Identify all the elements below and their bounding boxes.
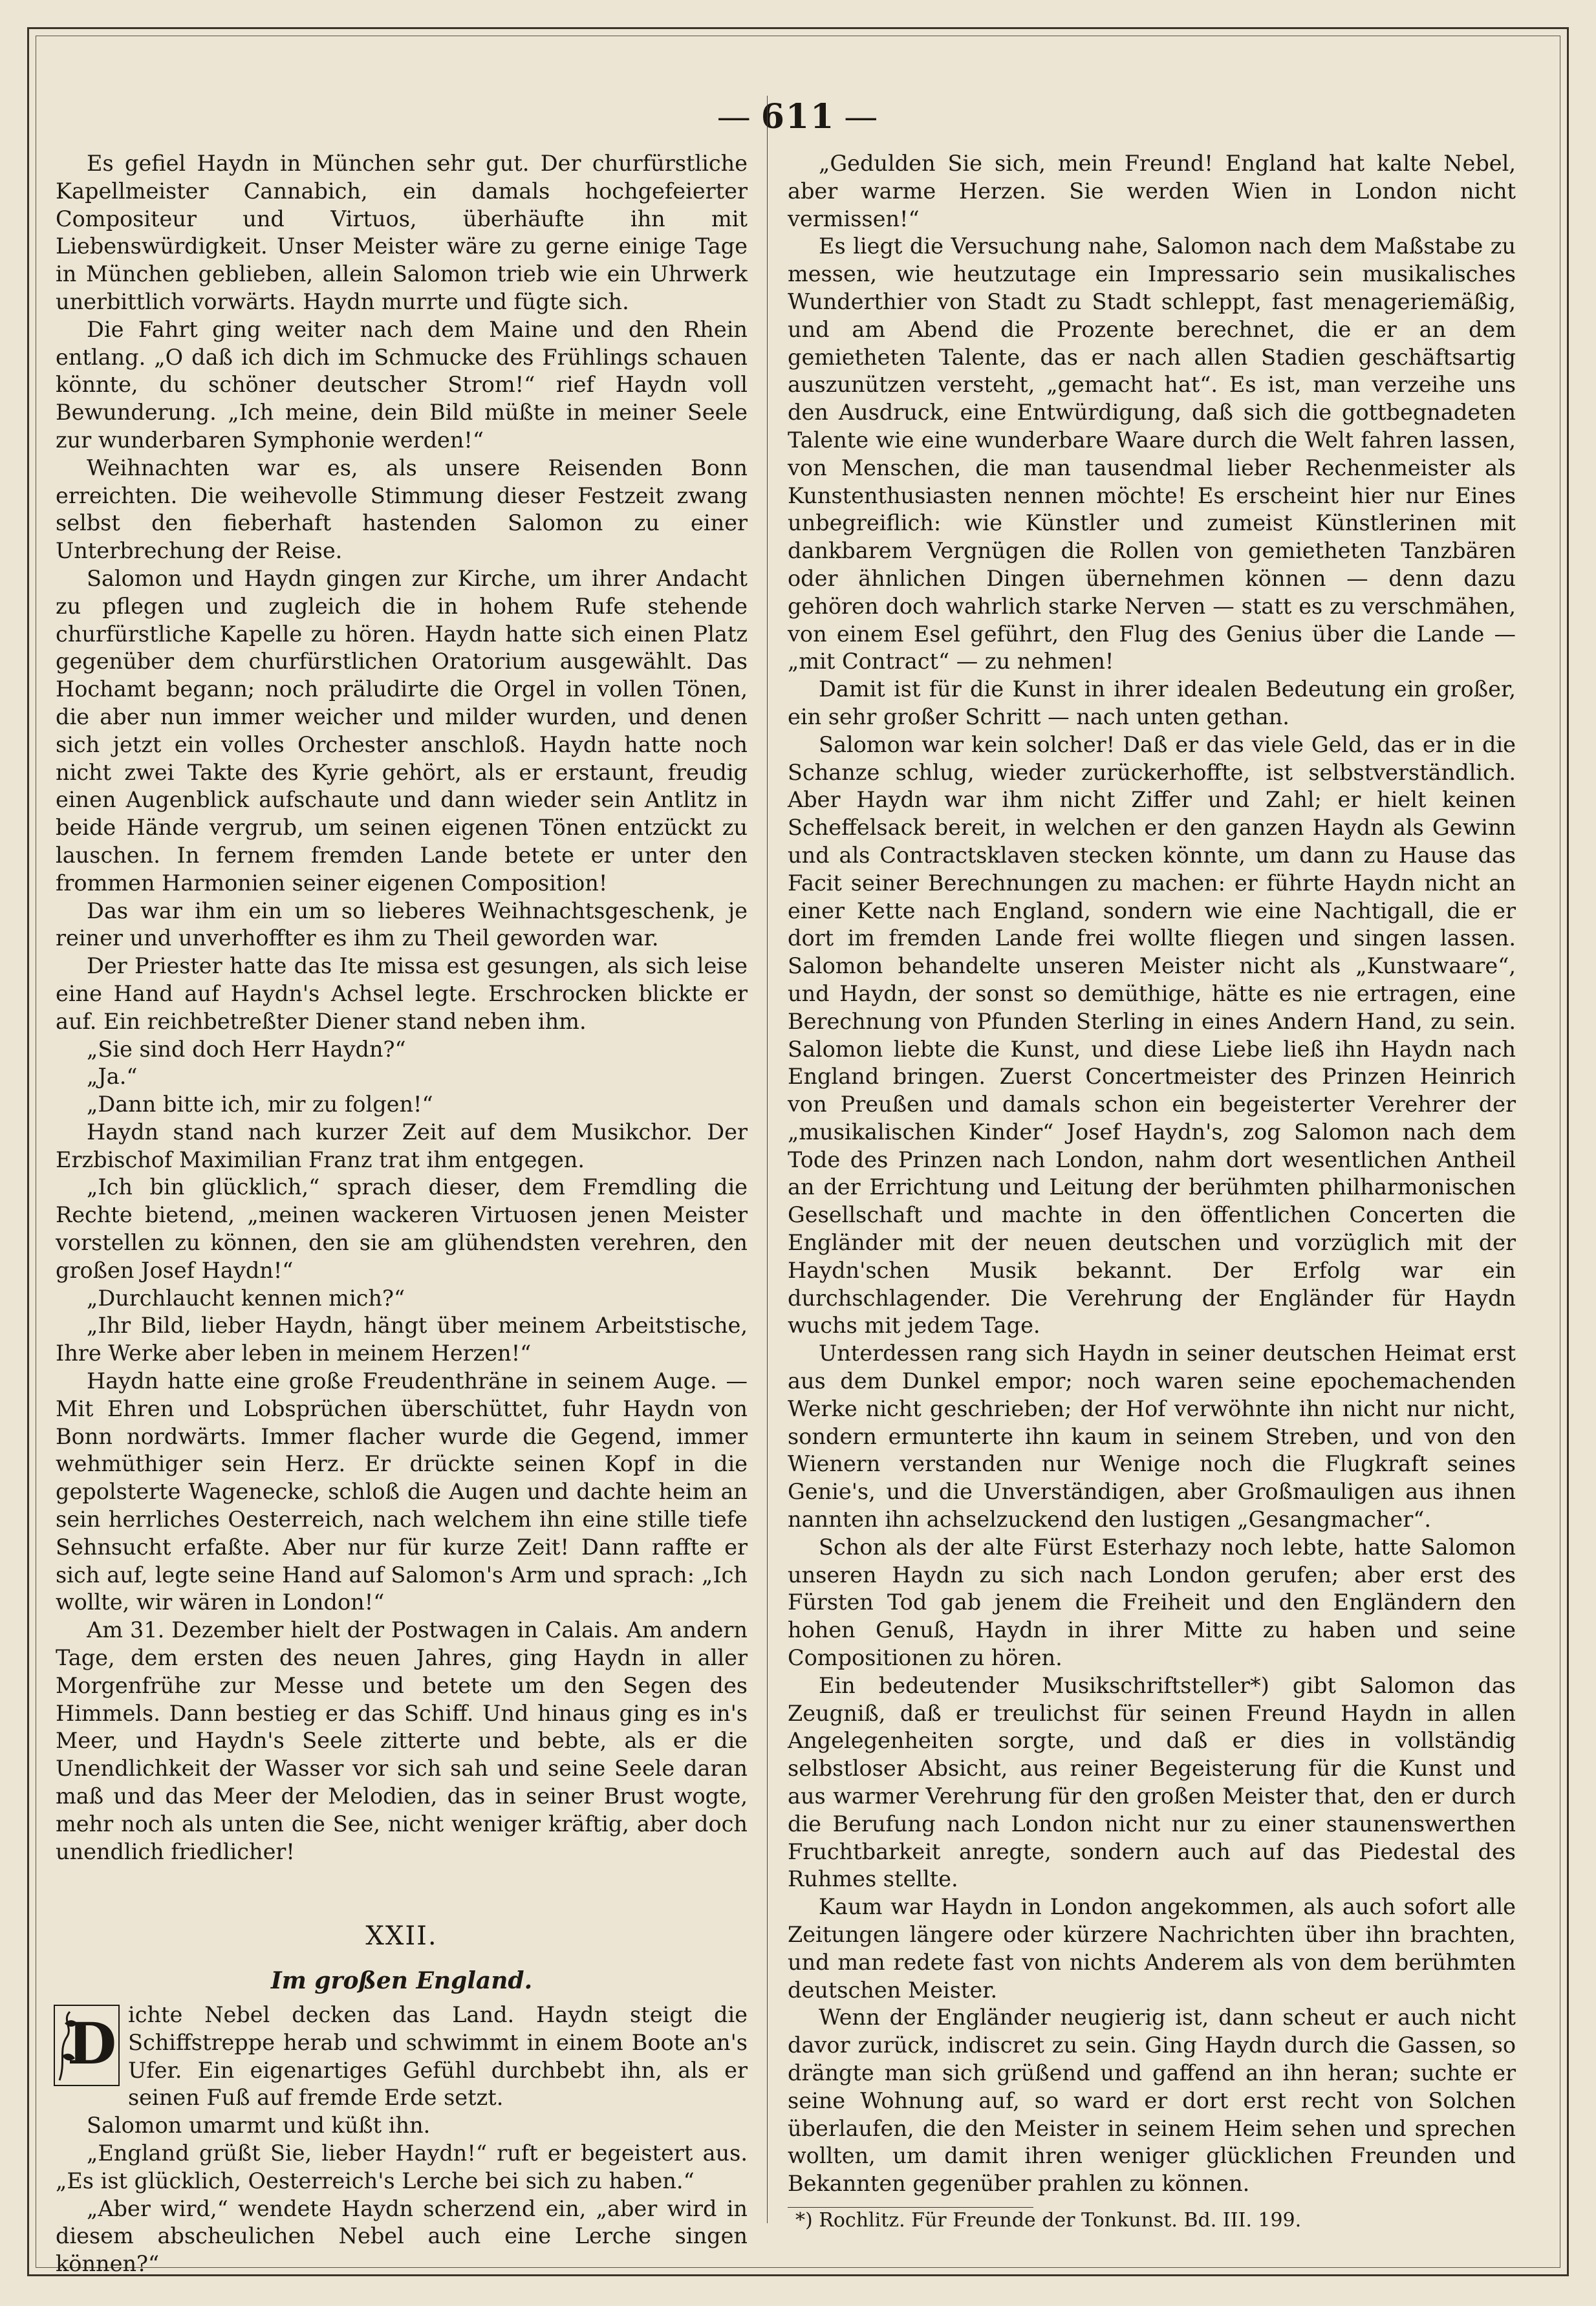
- column-divider: [767, 96, 768, 2223]
- paragraph: Haydn stand nach kurzer Zeit auf dem Musikchor. Der Erzbischof Maximilian Franz trat ihm entgegen.: [56, 1119, 748, 1172]
- paragraph: Salomon war kein solcher! Daß er das viele Geld, das er in die Schanze schlug, wieder zurückerhoffte, ist selbstverständlich. Aber Haydn war ihm nicht Ziffer und Zahl; er hielt keinen Scheffelsack bereit, in welchen er den ganzen Haydn als Gewinn und als Contractsklaven stecken könnte, um dann zu Hause das Facit seiner Berechnungen zu machen: er führte Haydn nicht an einer Kette nach England, sondern wie eine Nachtigall, die er dort im fremden Lande frei wollte fliegen und singen lassen. Salomon behandelte unseren Meister nicht als „Kunstwaare“, und Haydn, der sonst so demüthige, hätte es nie ertragen, eine Berechnung von Pfunden Sterling in eines Andern Hand, zu sein. Salomon liebte die Kunst, und diese Liebe ließ ihn Haydn nach England bringen. Zuerst Concertmeister des Prinzen Heinrich von Preußen und damals schon ein begeisterter Verehrer der „musikalischen Kinder“ Josef Haydn's, zog Salomon nach dem Tode des Prinzen nach London, nahm dort wesentlichen Antheil an der Errichtung und Leitung der berühmten philharmonischen Gesellschaft und machte in den öffentlichen Concerten die Engländer mit der neuen deutschen und vorzüglich mit der Haydn'schen Musik bekannt. Der Erfolg war ein durchschlagender. Die Verehrung der Engländer für Haydn wuchs mit jedem Tage.: [788, 731, 1516, 1339]
- paragraph: „Dann bitte ich, mir zu folgen!“: [87, 1092, 433, 1117]
- footnote: *) Rochlitz. Für Freunde der Tonkunst. Bd. III. 199.: [795, 2208, 1302, 2232]
- paragraph: Der Priester hatte das Ite missa est gesungen, als sich leise eine Hand auf Haydn's Achsel legte. Erschrocken blickte er auf. Ein reichbetreßter Diener stand neben ihm.: [56, 953, 748, 1034]
- paragraph: Damit ist für die Kunst in ihrer idealen Bedeutung ein großer, ein sehr großer Schritt — nach unten gethan.: [788, 676, 1516, 729]
- paragraph: „Ich bin glücklich,“ sprach dieser, dem Fremdling die Rechte bietend, „meinen wackeren Virtuosen jenen Meister vorstellen zu können, den sie am glühendsten verehren, den großen Josef Haydn!“: [56, 1174, 748, 1283]
- paragraph: Haydn hatte eine große Freudenthräne in seinem Auge. — Mit Ehren und Lobsprüchen überschüttet, fuhr Haydn von Bonn nordwärts. Immer flacher wurde die Gegend, immer wehmüthiger sein Herz. Er drückte seinen Kopf in die gepolsterte Wagenecke, schloß die Augen und dachte heim an sein herrliches Oesterreich, nach welchem ihn eine stille tiefe Sehnsucht erfaßte. Aber nur für kurze Zeit! Dann raffte er sich auf, legte seine Hand auf Salomon's Arm und sprach: „Ich wollte, wir wären in London!“: [56, 1368, 748, 1615]
- chapter-title: Im großen England.: [270, 1967, 533, 1995]
- page-number: 611: [760, 97, 836, 136]
- paragraph: „Durchlaucht kennen mich?“: [87, 1285, 405, 1311]
- paragraph: „Aber wird,“ wendete Haydn scherzend ein, „aber wird in diesem abscheulichen Nebel auch eine Lerche singen können?“: [56, 2195, 748, 2277]
- paragraph: Schon als der alte Fürst Esterhazy noch lebte, hatte Salomon unseren Haydn zu sich nach London gerufen; aber erst des Fürsten Tod gab jenem die Freiheit und den Engländern den hohen Genuß, Haydn in ihrer Mitte zu haben und seine Compositionen zu hören.: [788, 1534, 1516, 1671]
- paragraph: „Ja.“: [87, 1064, 138, 1090]
- page-header: [0, 97, 1596, 136]
- paragraph: Es liegt die Versuchung nahe, Salomon nach dem Maßstabe zu messen, wie heutzutage ein Impressario sein musikalisches Wunderthier von Stadt zu Stadt schleppt, fast menageriemäßig, und am Abend die Prozente berechnet, die er an dem gemietheten Talente, das er nach allen Stadien geschäftsartig auszunützen versteht, „gemacht hat“. Es ist, man verzeihe uns den Ausdruck, eine Entwürdigung, daß sich die gottbegnadeten Talente wie eine wunderbare Waare durch die Welt fahren lassen, von Menschen, die man tausendmal lieber Rechenmeister als Kunstenthusiasten nennen möchte! Es erscheint hier nur Eines unbegreiflich: wie Künstler und zumeist Künstlerinen mit dankbarem Vergnügen die Rollen von gemietheten Tanzbären oder ähnlichen Dingen übernehmen können — denn dazu gehören doch wahrlich starke Nerven — statt es zu verschmähen, von einem Esel geführt, den Flug des Genius über die Lande — „mit Contract“ — zu nehmen!: [788, 233, 1516, 674]
- paragraph: „Ihr Bild, lieber Haydn, hängt über meinem Arbeitstische, Ihre Werke aber leben in meinem Herzen!“: [56, 1313, 748, 1366]
- paragraph: „Sie sind doch Herr Haydn?“: [87, 1036, 406, 1062]
- header-dash-left: —: [717, 98, 752, 136]
- header-dash-right: —: [844, 98, 879, 136]
- paragraph: Die Fahrt ging weiter nach dem Maine und den Rhein entlang. „O daß ich dich im Schmucke des Frühlings schauen könnte, du schöner deutscher Strom!“ rief Haydn voll Bewunderung. „Ich meine, dein Bild müßte in meiner Seele zur wunderbaren Symphonie werden!“: [56, 316, 748, 453]
- dropcap-ornament: [53, 2004, 120, 2087]
- paragraph: Weihnachten war es, als unsere Reisenden Bonn erreichten. Die weihevolle Stimmung dieser Festzeit zwang selbst den fieberhaft hastenden Salomon zu einer Unterbrechung der Reise.: [56, 455, 748, 564]
- paragraph: Es gefiel Haydn in München sehr gut. Der churfürstliche Kapellmeister Cannabich, ein damals hochgefeierter Compositeur und Virtuos, überhäufte ihn mit Liebenswürdigkeit. Unser Meister wäre zu gerne einige Tage in München geblieben, allein Salomon trieb wie ein Uhrwerk unerbittlich vorwärts. Haydn murrte und fügte sich.: [56, 151, 748, 314]
- paragraph: ichte Nebel decken das Land. Haydn steigt die Schiffstreppe herab und schwimmt in einem Boote an's Ufer. Ein eigenartiges Gefühl durchbebt ihn, als er seinen Fuß auf fremde Erde setzt.: [128, 2002, 748, 2111]
- dropcap-letter: D: [67, 2010, 117, 2077]
- paragraph: Wenn der Engländer neugierig ist, dann scheut er auch nicht davor zurück, indiscret zu sein. Ging Haydn durch die Gassen, so drängte man sich grüßend und gaffend an ihn heran; suchte er seine Wohnung auf, so ward er dort erst recht von Solchen überlaufen, die den Meister in seinem Heim sehen und sprechen wollten, um damit ihren weniger glücklichen Freunden und Bekannten gegenüber prahlen zu können.: [788, 2005, 1516, 2197]
- paragraph: Kaum war Haydn in London angekommen, als auch sofort alle Zeitungen längere oder kürzere Nachrichten über ihn brachten, und man redete fast von nichts Anderem als von dem berühmten deutschen Meister.: [788, 1894, 1516, 2003]
- left-column: [56, 150, 748, 2278]
- paragraph: Ein bedeutender Musikschriftsteller*) gibt Salomon das Zeugniß, daß er treulichst für seinen Freund Haydn in allen Angelegenheiten sorgte, und daß er dies in vollständig selbstloser Absicht, aus reiner Begeisterung für die Kunst und aus warmer Verehrung für den großen Meister that, den er durch die Berufung nach London nicht nur zu einer staunenswerthen Fruchtbarkeit anregte, sondern auch auf das Piedestal des Ruhmes stellte.: [788, 1672, 1516, 1892]
- paragraph: Salomon umarmt und küßt ihn.: [87, 2113, 431, 2139]
- right-column: [788, 150, 1516, 2234]
- paragraph: Am 31. Dezember hielt der Postwagen in Calais. Am andern Tage, dem ersten des neuen Jahres, ging Haydn in aller Morgenfrühe zur Messe und betete um den Segen des Himmels. Dann bestieg er das Schiff. Und hinaus ging es in's Meer, und Haydn's Seele zitterte und bebte, als er die Unendlichkeit der Wasser vor sich sah und seine Seele daran maß und das Meer der Melodien, das in seiner Brust wogte, mehr noch als unten die See, nicht weniger kräftig, aber doch unendlich friedlicher!: [56, 1617, 748, 1864]
- paragraph: „Gedulden Sie sich, mein Freund! England hat kalte Nebel, aber warme Herzen. Sie werden Wien in London nicht vermissen!“: [788, 151, 1516, 232]
- paragraph: Das war ihm ein um so lieberes Weihnachtsgeschenk, je reiner und unverhoffter es ihm zu Theil geworden war.: [56, 898, 748, 951]
- paragraph: „England grüßt Sie, lieber Haydn!“ ruft er begeistert aus. „Es ist glücklich, Oesterreich's Lerche bei sich zu haben.“: [56, 2140, 748, 2193]
- paragraph: Salomon und Haydn gingen zur Kirche, um ihrer Andacht zu pflegen und zugleich die in hohem Rufe stehende churfürstliche Kapelle zu hören. Haydn hatte sich einen Platz gegenüber dem churfürstlichen Oratorium ausgewählt. Das Hochamt begann; noch präludirte die Orgel in vollen Tönen, die aber nun immer weicher und milder wurden, und denen sich jetzt ein volles Orchester anschloß. Haydn hatte noch nicht zwei Takte des Kyrie gehört, als er erstaunt, freudig einen Augenblick aufschaute und dann wieder sein Antlitz in beide Hände vergrub, um seinen eigenen Tönen entzückt zu lauschen. In fernem fremden Lande betete er unter den frommen Harmonien seiner eigenen Composition!: [56, 565, 748, 896]
- paragraph: Unterdessen rang sich Haydn in seiner deutschen Heimat erst aus dem Dunkel empor; noch waren seine epochemachenden Werke nicht geschrieben; der Hof verwöhnte ihn nicht nur nicht, sondern ermunterte ihn kaum in seinem Streben, und von den Wienern verstanden nur Wenige noch die Flugkraft seines Genie's, und die Unverständigen, aber Großmauligen aus ihnen nannten ihn achselzuckend den lustigen „Gesangmacher“.: [788, 1341, 1516, 1533]
- chapter-number: XXII.: [365, 1921, 438, 1952]
